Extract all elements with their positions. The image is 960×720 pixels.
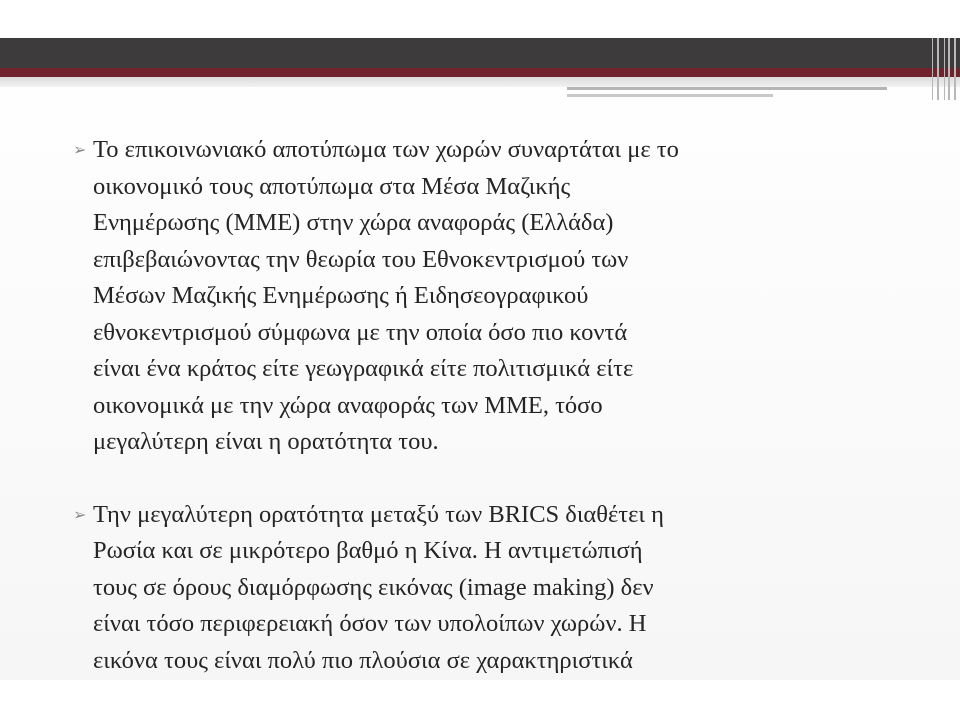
slide-body [73, 132, 913, 679]
arrow-bullet-icon: ➢ [73, 140, 87, 159]
header-edge-stripes [924, 38, 960, 100]
text-line: Την μεγαλύτερη ορατότητα μεταξύ των BRICS διαθέτει η [93, 500, 664, 528]
text-line: Μέσων Μαζικής Ενημέρωσης ή Ειδησεογραφικού [93, 282, 589, 309]
text-line: εικόνα τους είναι πολύ πιο πλούσια σε χαρακτηριστικά [93, 646, 633, 674]
header-accent-line [567, 94, 773, 97]
presentation-slide [0, 38, 960, 680]
bullet-paragraph [73, 132, 913, 461]
text-line: τους σε όρους διαμόρφωσης εικόνας (image making) δεν [93, 573, 654, 601]
text-line: είναι ένα κράτος είτε γεωγραφικά είτε πολιτισμικά είτε [93, 355, 634, 382]
text-line: Ενημέρωσης (ΜΜΕ) στην χώρα αναφοράς (Ελλάδα) [93, 209, 614, 236]
text-line: οικονομικό τους αποτύπωμα στα Μέσα Μαζικής [93, 172, 571, 200]
header-accent-line [567, 87, 887, 90]
text-line: εθνοκεντρισμού σύμφωνα με την οποία όσο πιο κοντά [93, 318, 628, 346]
text-line: μεγαλύτερη είναι η ορατότητα του. [93, 428, 439, 455]
text-line: είναι τόσο περιφερειακή όσον των υπολοίπων χωρών. Η [93, 610, 647, 637]
text-line: Το επικοινωνιακό αποτύπωμα των χωρών συναρτάται με το [93, 136, 679, 163]
header-band-maroon [0, 68, 960, 77]
text-line: επιβεβαιώνοντας την θεωρία του Εθνοκεντρισμού των [93, 245, 629, 273]
arrow-bullet-icon: ➢ [73, 504, 87, 524]
text-line: οικονομικά με την χώρα αναφοράς των ΜΜΕ, τόσο [93, 391, 603, 419]
bullet-paragraph [73, 497, 913, 680]
header-band-silver [0, 77, 960, 87]
text-line: Ρωσία και σε μικρότερο βαθμό η Κίνα. Η αντιμετώπισή [93, 537, 643, 564]
